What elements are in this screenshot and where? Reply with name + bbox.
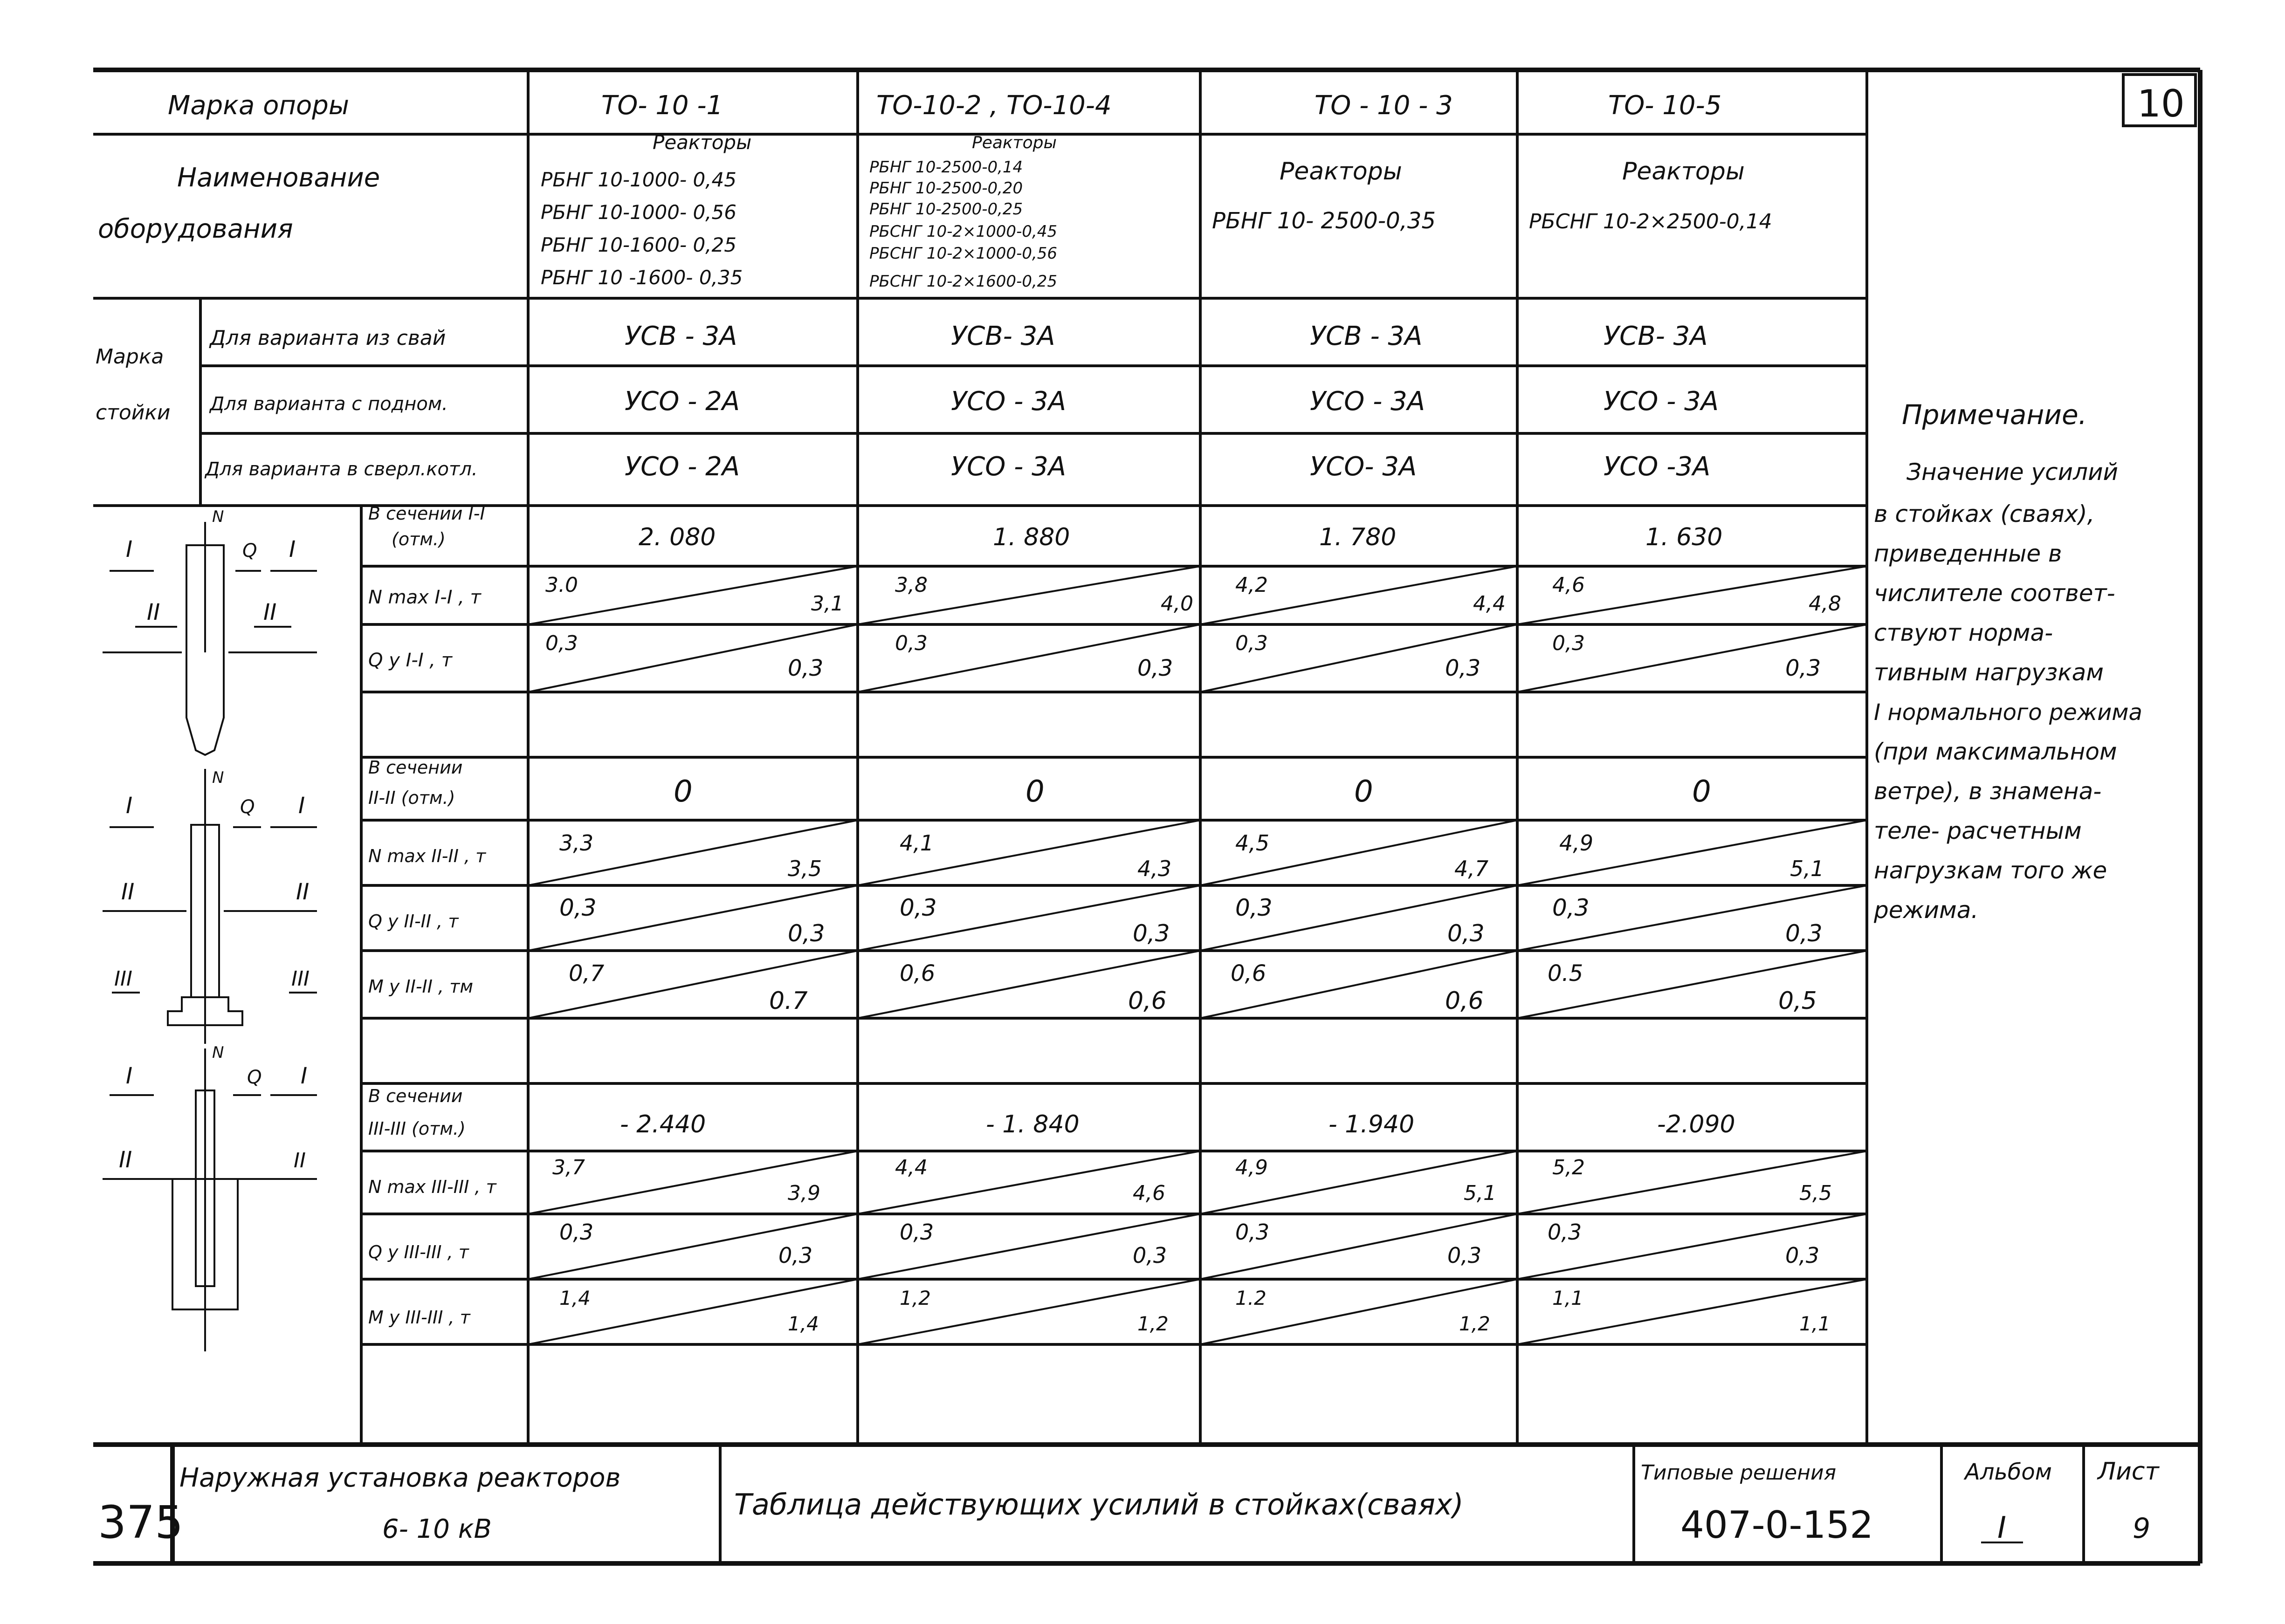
equipment-1-item-4: РБНГ 10 -1600- 0,35 [541, 266, 743, 289]
equipment-2-item-2: РБНГ 10-2500-0,20 [869, 179, 1023, 198]
elev-1-4: 1. 630 [1645, 523, 1723, 551]
diagram-2-III-right: III [291, 967, 310, 991]
elev-1-3: 1. 780 [1319, 523, 1397, 551]
diagram-1-II-right: II [263, 599, 277, 625]
s3-r1-c4-num: 5,2 [1552, 1156, 1585, 1179]
s2-r2-c1-den: 0,3 [788, 920, 825, 947]
s2-r2-c4-den: 0,3 [1785, 920, 1823, 947]
s2-r3-c2-den: 0,6 [1128, 987, 1167, 1015]
section-1-elev-label-2: (отм.) [392, 529, 446, 549]
equipment-label-2: оборудования [98, 214, 293, 244]
s1-r1-c4-num: 4,6 [1552, 573, 1585, 597]
s2-r3-c3-num: 0,6 [1231, 960, 1266, 987]
stand-2-drilled: УСО - 3А [951, 452, 1067, 482]
pile-diagram-section-2 [103, 769, 317, 1044]
column-mark-2: ТО-10-2 , ТО-10-4 [876, 90, 1112, 121]
stand-3-piles: УСВ - 3А [1310, 321, 1423, 351]
sheet-value: 9 [2133, 1512, 2151, 1545]
elev-2-3: 0 [1354, 774, 1373, 809]
diagram-labels [114, 507, 310, 1173]
stand-mark-label-2: стойки [96, 401, 171, 425]
elev-1-1: 2. 080 [639, 523, 716, 551]
s1-r2-c2-num: 0,3 [895, 631, 928, 655]
stand-2-piles: УСВ- 3А [951, 321, 1055, 351]
diagram-3-II-left: II [119, 1147, 132, 1173]
note-line-3: приведенные в [1874, 540, 2062, 567]
s3-r1-c3-num: 4,9 [1235, 1156, 1268, 1179]
section-3-elev-label-2: III-III (отм.) [368, 1118, 466, 1139]
stand-marks [625, 321, 1719, 482]
diagram-1-I-left: I [126, 536, 133, 562]
album-value: I [1997, 1511, 2006, 1545]
s3-r2-c3-den: 0,3 [1447, 1243, 1482, 1268]
variant-label-drilled: Для варианта в сверл.котл. [205, 459, 478, 480]
equipment-2-item-4: РБСНГ 10-2×1000-0,45 [869, 222, 1058, 241]
note-line-7: I нормального режима [1874, 699, 2142, 726]
equipment-2-item-1: РБНГ 10-2500-0,14 [869, 158, 1023, 177]
diagram-2-I-right: I [298, 793, 305, 819]
s2-r3-c4-den: 0,5 [1778, 987, 1817, 1015]
project-title-2: 6- 10 кВ [382, 1514, 492, 1544]
stand-3-footing: УСО - 3А [1310, 386, 1425, 417]
s1-r2-c1-num: 0,3 [545, 631, 578, 655]
elev-3-2: - 1. 840 [986, 1110, 1080, 1138]
diagram-2-Q: Q [240, 796, 255, 818]
stand-1-footing: УСО - 2А [625, 386, 740, 417]
project-title-1: Наружная установка реакторов [179, 1463, 621, 1493]
diagram-2-N: N [212, 768, 224, 787]
section-2-row-1-label: N max II-II , т [368, 846, 486, 866]
s2-r2-c4-num: 0,3 [1552, 894, 1590, 921]
s1-r2-c2-den: 0,3 [1137, 655, 1173, 681]
section-3-row-3-label: M y III-III , т [368, 1307, 470, 1328]
s3-r3-c4-den: 1,1 [1799, 1312, 1831, 1335]
s3-r2-c2-num: 0,3 [900, 1220, 934, 1245]
diagram-2-III-left: III [114, 967, 132, 991]
note-line-10: теле- расчетным [1874, 817, 2082, 844]
s2-r1-c1-den: 3,5 [788, 856, 822, 881]
note-line-5: ствуют норма- [1874, 619, 2053, 646]
stand-4-piles: УСВ- 3А [1604, 321, 1708, 351]
s3-r2-c2-den: 0,3 [1133, 1243, 1167, 1268]
pile-diagram-section-1 [103, 522, 317, 755]
equipment-label-1: Наименование [177, 163, 380, 193]
equipment-3-item-1: РБНГ 10- 2500-0,35 [1212, 208, 1436, 234]
column-mark-4: ТО- 10-5 [1608, 90, 1722, 121]
section-3-row-1-label: N max III-III , т [368, 1177, 496, 1197]
equipment-1-item-1: РБНГ 10-1000- 0,45 [541, 168, 736, 191]
note-line-6: тивным нагрузкам [1874, 659, 2104, 686]
title-block [98, 1458, 2160, 1549]
s3-r3-c2-den: 1,2 [1137, 1312, 1169, 1335]
stand-4-footing: УСО - 3А [1604, 386, 1719, 417]
s2-r2-c1-num: 0,3 [559, 894, 597, 921]
s3-r2-c4-num: 0,3 [1548, 1220, 1582, 1245]
stand-mark-label-1: Марка [96, 345, 164, 369]
stand-1-piles: УСВ - 3А [625, 321, 737, 351]
s2-r3-c2-num: 0,6 [900, 960, 936, 987]
s1-r1-c3-den: 4,4 [1473, 592, 1506, 616]
s3-r3-c1-den: 1,4 [788, 1312, 819, 1335]
elev-2-2: 0 [1025, 774, 1045, 809]
s3-r1-c2-den: 4,6 [1133, 1181, 1165, 1205]
s1-r1-c3-num: 4,2 [1235, 573, 1268, 597]
s2-r2-c2-num: 0,3 [900, 894, 937, 921]
s3-r3-c3-num: 1.2 [1235, 1287, 1266, 1309]
stand-3-drilled: УСО- 3А [1310, 452, 1417, 482]
s3-r3-c4-num: 1,1 [1552, 1287, 1583, 1309]
equipment-3-title: Реакторы [1280, 158, 1402, 185]
section-3-row-2-label: Q y III-III , т [368, 1242, 469, 1262]
diagram-2-I-left: I [126, 793, 133, 819]
s2-r1-c4-den: 5,1 [1790, 856, 1824, 881]
stand-2-footing: УСО - 3А [951, 386, 1067, 417]
s2-r2-c3-den: 0,3 [1447, 920, 1485, 947]
variant-label-piles: Для варианта из свай [210, 326, 446, 350]
elev-3-3: - 1.940 [1328, 1110, 1415, 1138]
s1-r2-c3-num: 0,3 [1235, 631, 1268, 655]
s2-r3-c1-num: 0,7 [569, 960, 605, 987]
s2-r1-c3-den: 4,7 [1454, 856, 1489, 881]
s3-r1-c4-den: 5,5 [1799, 1181, 1832, 1205]
note-line-9: ветре), в знамена- [1874, 778, 2102, 805]
section-3-elev-label-1: В сечении [368, 1086, 463, 1106]
equipment-1-item-3: РБНГ 10-1600- 0,25 [541, 233, 736, 256]
section-1-elev-label-1: В сечении I-I [368, 503, 485, 524]
s3-r2-c3-num: 0,3 [1235, 1220, 1270, 1245]
s1-r2-c3-den: 0,3 [1445, 655, 1481, 681]
typical-number: 407-0-152 [1680, 1503, 1874, 1547]
s2-r1-c4-num: 4,9 [1559, 830, 1594, 856]
stand-1-drilled: УСО - 2А [625, 452, 740, 482]
s3-r3-c3-den: 1,2 [1459, 1312, 1490, 1335]
equipment-2-item-3: РБНГ 10-2500-0,25 [869, 200, 1023, 219]
section-labels [368, 503, 497, 1328]
section-2-elev-label-1: В сечении [368, 757, 463, 778]
section-2-elev-label-2: II-II (отм.) [368, 788, 455, 808]
s2-r3-c3-den: 0,6 [1445, 987, 1484, 1015]
s3-r2-c1-num: 0,3 [559, 1220, 594, 1245]
s3-r3-c2-num: 1,2 [900, 1287, 931, 1309]
equipment-4-item-1: РБСНГ 10-2×2500-0,14 [1529, 210, 1772, 233]
elev-3-1: - 2.440 [620, 1110, 706, 1138]
elev-3-4: -2.090 [1657, 1110, 1735, 1138]
note-line-1: Значение усилий [1906, 459, 2119, 486]
diagram-1-Q: Q [242, 540, 257, 562]
elev-1-2: 1. 880 [993, 523, 1070, 551]
s1-r1-c4-den: 4,8 [1809, 592, 1841, 616]
note-line-4: числителе соответ- [1874, 580, 2115, 607]
typical-label: Типовые решения [1641, 1461, 1837, 1485]
left-number: 375 [98, 1496, 184, 1549]
diagram-3-II-right: II [294, 1149, 306, 1172]
s1-r2-c1-den: 0,3 [788, 655, 824, 681]
column-mark-1: ТО- 10 -1 [601, 90, 723, 121]
support-mark-label: Марка опоры [168, 90, 350, 121]
s3-r1-c1-num: 3,7 [552, 1156, 585, 1179]
sheet-title: Таблица действующих усилий в стойках(сваях) [734, 1487, 1464, 1521]
equipment-2-title: Реакторы [972, 133, 1057, 152]
note [1873, 399, 2142, 924]
section-2-row-3-label: M y II-II , тм [368, 976, 474, 997]
album-label: Альбом [1965, 1459, 2052, 1485]
column-mark-3: ТО - 10 - 3 [1315, 90, 1453, 121]
equipment-4-title: Реакторы [1622, 158, 1745, 185]
sheet-label: Лист [2098, 1458, 2159, 1486]
diagram-1-N: N [212, 507, 224, 526]
s3-r3-c1-num: 1,4 [559, 1287, 591, 1309]
s1-r1-c2-den: 4,0 [1161, 592, 1193, 616]
s2-r2-c3-num: 0,3 [1235, 894, 1273, 921]
s3-r2-c4-den: 0,3 [1785, 1243, 1820, 1268]
s2-r1-c2-num: 4,1 [900, 830, 934, 856]
equipment-2-item-6: РБСНГ 10-2×1600-0,25 [869, 272, 1058, 291]
s1-r1-c2-num: 3,8 [895, 573, 928, 597]
section-2-row-2-label: Q y II-II , т [368, 911, 459, 932]
stand-4-drilled: УСО -3А [1604, 452, 1711, 482]
section-1-row-2-label: Q y I-I , т [368, 650, 453, 671]
sheet-number: 10 [2137, 82, 2185, 125]
elev-2-4: 0 [1692, 774, 1711, 809]
variant-label-footing: Для варианта с подном. [210, 393, 448, 415]
value-cells [545, 573, 1841, 1335]
diagram-3-N: N [212, 1043, 224, 1062]
s1-r2-c4-num: 0,3 [1552, 631, 1585, 655]
s3-r1-c3-den: 5,1 [1464, 1181, 1496, 1205]
equipment-2-item-5: РБСНГ 10-2×1000-0,56 [869, 244, 1058, 263]
diagram-3-I-left: I [126, 1063, 133, 1089]
equipment-1-item-2: РБНГ 10-1000- 0,56 [541, 201, 736, 224]
section-1-row-1-label: N max I-I , т [368, 587, 481, 608]
s3-r2-c1-den: 0,3 [778, 1243, 813, 1268]
diagram-2-II-right: II [296, 879, 310, 905]
note-title: Примечание. [1902, 399, 2087, 431]
s2-r3-c4-num: 0.5 [1548, 960, 1583, 987]
diagram-1-II-left: II [147, 599, 160, 625]
note-line-11: нагрузкам того же [1874, 857, 2107, 884]
table-grid [93, 70, 2200, 1563]
diagram-3-I-right: I [301, 1063, 308, 1089]
note-line-12: режима. [1874, 897, 1979, 924]
elev-2-1: 0 [674, 774, 693, 809]
s2-r1-c2-den: 4,3 [1137, 856, 1172, 881]
s2-r3-c1-den: 0.7 [769, 987, 808, 1015]
pile-diagrams [103, 522, 317, 1351]
s1-r1-c1-num: 3.0 [545, 573, 578, 597]
column-headers [541, 90, 1772, 291]
diagram-2-II-left: II [121, 879, 135, 905]
pile-diagram-section-3 [103, 1048, 317, 1351]
note-line-8: (при максимальном [1874, 738, 2117, 765]
s1-r2-c4-den: 0,3 [1785, 655, 1821, 681]
diagram-1-I-right: I [289, 536, 296, 562]
s2-r2-c2-den: 0,3 [1133, 920, 1170, 947]
equipment-1-title: Реакторы [653, 131, 752, 154]
s3-r1-c2-num: 4,4 [895, 1156, 928, 1179]
cell-diagonals [528, 566, 1867, 1344]
diagram-3-Q: Q [247, 1067, 262, 1088]
s2-r1-c1-num: 3,3 [559, 830, 594, 856]
s1-r1-c1-den: 3,1 [811, 592, 844, 616]
s3-r1-c1-den: 3,9 [788, 1181, 820, 1205]
s2-r1-c3-num: 4,5 [1235, 830, 1270, 856]
note-line-2: в стойках (сваях), [1874, 500, 2095, 528]
